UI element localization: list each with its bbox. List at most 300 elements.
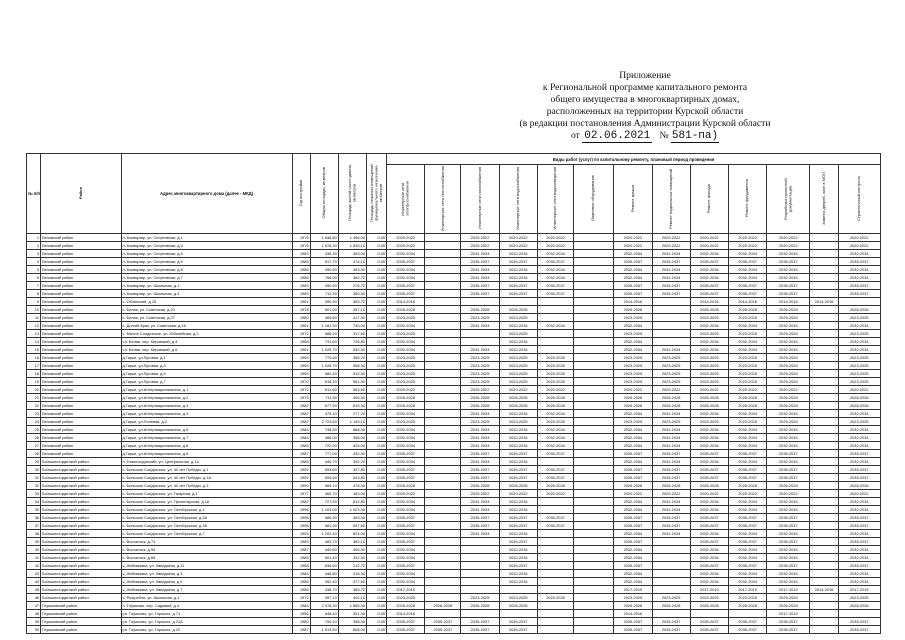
table-row [27, 466, 881, 474]
cell-work-period [810, 370, 838, 378]
cell-num: 38 [27, 530, 41, 538]
cell-work-period: 2032-2034 [614, 442, 652, 450]
cell-year: 1984 [292, 426, 310, 434]
cell-address: п. Коммунар, ул. Спортивная, д.6 [121, 258, 292, 266]
cell-work-period [810, 274, 838, 282]
cell-work-period: 2023-2025 [728, 378, 766, 386]
cell-work-period: 2032-2034 [690, 570, 728, 578]
cell-work-period [810, 506, 838, 514]
cell-work-period: 2014-2016 [614, 610, 652, 618]
cell-work-period [461, 338, 499, 346]
cell-work-period: 2035-2037 [499, 522, 537, 530]
cell-work-period: 2020-2022 [499, 242, 537, 250]
cell-work-period [810, 234, 838, 242]
cell-work-period: 2032-2034 [690, 426, 728, 434]
cell-num: 18 [27, 370, 41, 378]
cell-address: д.Гирьи, ул.Полевая, д.2 [121, 418, 292, 426]
cell-work-period: 2035-2037 [767, 474, 810, 482]
cell-work-period: 2032-2034 [690, 274, 728, 282]
table-row [27, 602, 881, 610]
cell-work-period: 2020-2022 [767, 234, 810, 242]
col-header-work: Ремонт фундамента [728, 165, 766, 234]
cell-living-area: 553,60 [338, 386, 366, 394]
cell-work-period [810, 530, 838, 538]
cell-work-period [574, 610, 614, 618]
cell-total-area: 569,10 [310, 482, 338, 490]
cell-work-period: 2035-2037 [499, 514, 537, 522]
cell-work-period: 2023-2025 [767, 330, 810, 338]
cell-work-period: 2035-2037 [652, 282, 690, 290]
cell-num: 24 [27, 418, 41, 426]
cell-work-period: 2035-2037 [652, 626, 690, 634]
cell-work-period: 2032-2034 [838, 570, 880, 578]
cell-work-period: 2035-2037 [728, 562, 766, 570]
cell-work-period [652, 570, 690, 578]
cell-work-period [574, 490, 614, 498]
cell-district: Большесолдатский район [41, 562, 121, 570]
cell-living-area: 353,00 [338, 250, 366, 258]
cell-num: 16 [27, 354, 41, 362]
cell-work-period: 2026-2028 [728, 394, 766, 402]
cell-work-period [425, 338, 461, 346]
cell-work-period: 2026-2028 [387, 482, 425, 490]
cell-work-period: 2023-2025 [614, 370, 652, 378]
cell-work-period [574, 474, 614, 482]
cell-work-period [810, 378, 838, 386]
cell-work-period: 2035-2037 [728, 466, 766, 474]
cell-work-period: 2035-2037 [614, 474, 652, 482]
cell-work-period: 2035-2037 [461, 466, 499, 474]
cell-work-period: 2035-2037 [461, 474, 499, 482]
cell-work-period [810, 466, 838, 474]
cell-work-period [574, 306, 614, 314]
cell-work-period [425, 346, 461, 354]
cell-work-period: 2023-2025 [387, 314, 425, 322]
cell-address: с. Большое Солдатское, ул. Октябрьская, д.3Б [121, 522, 292, 530]
cell-work-period: 2035-2037 [838, 282, 880, 290]
cell-work-period: 2035-2037 [461, 514, 499, 522]
table-row [27, 522, 881, 530]
cell-work-period [425, 578, 461, 586]
cell-year: 1961 [292, 298, 310, 306]
cell-work-period: 2026-2028 [767, 306, 810, 314]
cell-work-period: 2035-2037 [499, 450, 537, 458]
cell-year: 1969 [292, 354, 310, 362]
cell-work-period [537, 498, 573, 506]
cell-work-period [574, 626, 614, 634]
cell-address: сл. Белая, пер. Кировский, д.4 [121, 338, 292, 346]
cell-work-period: 2035-2037 [387, 282, 425, 290]
cell-living-area: 824,00 [338, 530, 366, 538]
cell-work-period: 2020-2022 [461, 234, 499, 242]
cell-address: д.Гирьи, ул.Луговая, д.7 [121, 378, 292, 386]
cell-district: Беловский район [41, 450, 121, 458]
cell-living-area: 392,20 [338, 458, 366, 466]
cell-work-period: 2032-2034 [767, 266, 810, 274]
cell-work-period: 2032-2034 [838, 506, 880, 514]
cell-nonliving-area: 0,00 [366, 434, 386, 442]
cell-work-period: 2023-2025 [690, 330, 728, 338]
cell-work-period: 2023-2025 [652, 354, 690, 362]
cell-work-period: 2020-2022 [537, 386, 573, 394]
cell-district: Большесолдатский район [41, 594, 121, 602]
cell-work-period: 2032-2034 [690, 410, 728, 418]
cell-year: 1985 [292, 442, 310, 450]
cell-work-period: 2017-2019 [767, 610, 810, 618]
cell-work-period: 2035-2037 [537, 450, 573, 458]
cell-address: д.Гирьи, ул.Интернациональная, д.6 [121, 442, 292, 450]
cell-work-period: 2020-2022 [767, 242, 810, 250]
cell-work-period: 2020-2022 [690, 234, 728, 242]
col-header-district: Район [41, 154, 121, 234]
cell-work-period: 2017-2019 [767, 586, 810, 594]
cell-year: 1995 [292, 522, 310, 530]
cell-work-period [574, 346, 614, 354]
cell-address: рп. Глушково, ул. Горького, д.21А [121, 618, 292, 626]
cell-living-area: 432,90 [338, 450, 366, 458]
cell-work-period: 2026-2028 [767, 402, 810, 410]
cell-work-period: 2032-2034 [461, 250, 499, 258]
cell-district: Беловский район [41, 346, 121, 354]
cell-district: Глушковский район [41, 610, 121, 618]
cell-work-period: 2026-2028 [690, 306, 728, 314]
col-header-living-area: Площадь жилой части здания, кв.метров [338, 154, 366, 234]
cell-nonliving-area: 0,00 [366, 298, 386, 306]
cell-work-period [425, 466, 461, 474]
cell-total-area: 766,90 [310, 274, 338, 282]
cell-year: 1976 [292, 242, 310, 250]
cell-work-period [425, 538, 461, 546]
cell-num: 42 [27, 562, 41, 570]
cell-address: с. Любимовка, ул. Заводская, д.7 [121, 586, 292, 594]
cell-year: 1969 [292, 362, 310, 370]
cell-work-period: 2023-2025 [537, 354, 573, 362]
cell-total-area: 490,50 [310, 282, 338, 290]
cell-work-period: 2032-2034 [614, 498, 652, 506]
table-row [27, 626, 881, 634]
cell-work-period: 2023-2025 [387, 378, 425, 386]
cell-living-area: 424,00 [338, 442, 366, 450]
cell-work-period [425, 282, 461, 290]
cell-work-period [425, 250, 461, 258]
cell-work-period [810, 362, 838, 370]
cell-work-period: 2032-2034 [838, 434, 880, 442]
cell-work-period: 2032-2034 [461, 506, 499, 514]
cell-work-period [810, 618, 838, 626]
cell-address: с. Большое Солдатское, ул. 40 лет Победы, д.1 [121, 466, 292, 474]
cell-work-period: 2035-2037 [728, 282, 766, 290]
cell-work-period: 2014-2016 [387, 298, 425, 306]
cell-work-period [574, 394, 614, 402]
cell-work-period: 2032-2034 [614, 410, 652, 418]
cell-work-period [425, 330, 461, 338]
cell-work-period: 2032-2034 [461, 346, 499, 354]
cell-work-period: 2032-2034 [652, 442, 690, 450]
table-row [27, 322, 881, 330]
cell-work-period: 2023-2025 [461, 418, 499, 426]
cell-nonliving-area: 0,00 [366, 538, 386, 546]
cell-work-period: 2032-2034 [690, 498, 728, 506]
cell-work-period [425, 410, 461, 418]
cell-work-period [574, 258, 614, 266]
cell-work-period [461, 554, 499, 562]
cell-work-period: 2035-2037 [838, 522, 880, 530]
cell-district: Беловский район [41, 298, 121, 306]
cell-work-period: 2035-2037 [499, 538, 537, 546]
cell-work-period: 2023-2025 [387, 594, 425, 602]
table-row [27, 250, 881, 258]
cell-num: 50 [27, 626, 41, 634]
cell-work-period: 2026-2028 [614, 602, 652, 610]
cell-living-area: 612,80 [338, 498, 366, 506]
cell-work-period: 2035-2037 [838, 290, 880, 298]
cell-work-period: 2035-2037 [652, 514, 690, 522]
cell-work-period: 2032-2034 [537, 426, 573, 434]
cell-year: 1990 [292, 482, 310, 490]
cell-work-period: 2035-2037 [690, 466, 728, 474]
cell-total-area: 777,00 [310, 450, 338, 458]
cell-work-period: 2026-2028 [537, 482, 573, 490]
cell-work-period: 2032-2034 [614, 546, 652, 554]
cell-nonliving-area: 0,00 [366, 314, 386, 322]
cell-work-period: 2032-2034 [614, 458, 652, 466]
cell-work-period: 2020-2022 [537, 234, 573, 242]
cell-work-period: 2032-2034 [614, 578, 652, 586]
cell-work-period: 2017-2019 [728, 586, 766, 594]
cell-district: Беловский район [41, 386, 121, 394]
cell-work-period: 2032-2034 [461, 322, 499, 330]
cell-work-period: 2020-2022 [499, 386, 537, 394]
cell-living-area: 385,70 [338, 586, 366, 594]
cell-work-period: 2020-2022 [652, 386, 690, 394]
cell-num: 43 [27, 570, 41, 578]
cell-work-period [574, 522, 614, 530]
cell-nonliving-area: 0,00 [366, 482, 386, 490]
cell-district: Беловский район [41, 426, 121, 434]
cell-num: 8 [27, 290, 41, 298]
cell-living-area: 358,40 [338, 618, 366, 626]
cell-living-area: 362,10 [338, 538, 366, 546]
cell-district: Глушковский район [41, 626, 121, 634]
cell-work-period: 2035-2037 [690, 514, 728, 522]
cell-work-period: 2014-2016 [387, 610, 425, 618]
cell-living-area: 474,10 [338, 258, 366, 266]
cell-work-period: 2035-2037 [537, 466, 573, 474]
cell-address: с. Волоконск, д.68 [121, 554, 292, 562]
cell-work-period: 2035-2037 [537, 282, 573, 290]
cell-total-area: 618,20 [310, 378, 338, 386]
cell-work-period: 2032-2034 [767, 530, 810, 538]
cell-work-period: 2023-2025 [652, 378, 690, 386]
col-header-nonliving-area: Площадь нежилых помещений функционального назначения, кв.метров [366, 154, 386, 234]
table-row [27, 314, 881, 322]
cell-nonliving-area: 0,00 [366, 250, 386, 258]
cell-work-period: 2035-2037 [690, 618, 728, 626]
table-row [27, 546, 881, 554]
cell-work-period: 2035-2037 [614, 618, 652, 626]
cell-work-period: 2020-2022 [838, 490, 880, 498]
cell-work-period: 2035-2037 [387, 538, 425, 546]
cell-work-period: 2032-2034 [838, 426, 880, 434]
cell-address: д.Гирьи, ул.Интернациональная, д.7 [121, 434, 292, 442]
cell-work-period: 2035-2037 [614, 466, 652, 474]
cell-work-period: 2020-2022 [728, 386, 766, 394]
cell-work-period: 2035-2037 [461, 258, 499, 266]
cell-work-period: 2023-2025 [499, 362, 537, 370]
cell-living-area: 363,70 [338, 298, 366, 306]
cell-work-period: 2032-2034 [461, 442, 499, 450]
cell-work-period: 2032-2034 [652, 506, 690, 514]
table-row [27, 442, 881, 450]
cell-nonliving-area: 0,00 [366, 386, 386, 394]
cell-work-period: 2032-2034 [387, 266, 425, 274]
cell-work-period: 2032-2034 [652, 426, 690, 434]
cell-work-period [537, 346, 573, 354]
cell-work-period [574, 554, 614, 562]
cell-work-period: 2032-2034 [652, 434, 690, 442]
cell-work-period [810, 602, 838, 610]
cell-living-area: 406,50 [338, 394, 366, 402]
cell-work-period: 2020-2022 [652, 490, 690, 498]
cell-work-period: 2023-2025 [838, 378, 880, 386]
cell-work-period [574, 266, 614, 274]
cell-work-period: 2032-2034 [728, 458, 766, 466]
cell-work-period [810, 410, 838, 418]
header-line: расположенных на территории Курской области [546, 106, 744, 117]
cell-work-period: 2023-2025 [767, 378, 810, 386]
cell-work-period: 2035-2037 [728, 522, 766, 530]
cell-nonliving-area: 0,00 [366, 266, 386, 274]
cell-work-period: 2035-2037 [728, 618, 766, 626]
cell-num: 13 [27, 330, 41, 338]
cell-work-period: 2032-2034 [499, 442, 537, 450]
cell-work-period: 2032-2034 [690, 338, 728, 346]
number-prefix: № [659, 130, 669, 141]
cell-work-period: 2026-2028 [461, 394, 499, 402]
cell-work-period: 2020-2022 [461, 490, 499, 498]
cell-work-period [574, 466, 614, 474]
cell-living-area: 353,40 [338, 514, 366, 522]
col-header-works-group: Виды работ (услуг) по капитальному ремонту, плановый период проведения [387, 154, 881, 165]
cell-nonliving-area: 0,00 [366, 466, 386, 474]
table-row [27, 426, 881, 434]
cell-work-period: 2032-2034 [461, 410, 499, 418]
table-row [27, 282, 881, 290]
cell-work-period [461, 298, 499, 306]
cell-district: Беловский район [41, 306, 121, 314]
cell-address: п. Коммунар, ул. Спортивная, д.5 [121, 250, 292, 258]
cell-work-period: 2032-2034 [387, 546, 425, 554]
col-header-work: Инженерные сети водоснабжения [499, 165, 537, 234]
cell-work-period [810, 418, 838, 426]
table-row [27, 610, 881, 618]
cell-nonliving-area: 0,00 [366, 234, 386, 242]
cell-work-period: 2035-2037 [690, 258, 728, 266]
cell-work-period: 2023-2025 [614, 378, 652, 386]
cell-num: 10 [27, 306, 41, 314]
cell-living-area: 532,50 [338, 346, 366, 354]
cell-year: 1986 [292, 274, 310, 282]
cell-address: п. Коммунар, ул. Спортивная, д.8 [121, 266, 292, 274]
cell-work-period [574, 578, 614, 586]
cell-work-period: 2026-2028 [387, 602, 425, 610]
cell-num: 4 [27, 258, 41, 266]
cell-work-period: 2032-2034 [767, 346, 810, 354]
cell-work-period: 2023-2025 [461, 314, 499, 322]
cell-work-period: 2035-2037 [499, 258, 537, 266]
cell-total-area: 1 202,40 [310, 530, 338, 538]
cell-work-period: 2026-2028 [690, 602, 728, 610]
cell-work-period: 2020-2022 [614, 386, 652, 394]
table-row [27, 482, 881, 490]
cell-work-period [499, 298, 537, 306]
cell-work-period: 2032-2034 [690, 458, 728, 466]
cell-num: 9 [27, 298, 41, 306]
cell-work-period [810, 522, 838, 530]
cell-work-period [652, 330, 690, 338]
cell-work-period: 2032-2034 [767, 338, 810, 346]
cell-work-period: 2032-2034 [728, 266, 766, 274]
cell-address: с. Большое Солдатское, ул. Гагарина, д.1 [121, 490, 292, 498]
cell-address: с. Любимовка, ул. Заводская, д.11 [121, 562, 292, 570]
cell-work-period: 2035-2037 [767, 618, 810, 626]
cell-nonliving-area: 0,00 [366, 242, 386, 250]
cell-work-period: 2035-2037 [614, 562, 652, 570]
cell-work-period: 2017-2019 [614, 586, 652, 594]
cell-work-period: 2026-2028 [499, 402, 537, 410]
cell-address: п. Новосолдатский, ул. Центральная, д.14 [121, 458, 292, 466]
cell-work-period: 2032-2034 [690, 554, 728, 562]
cell-work-period: 2032-2034 [499, 506, 537, 514]
table-row [27, 490, 881, 498]
cell-work-period [728, 610, 766, 618]
cell-work-period: 2035-2037 [728, 258, 766, 266]
table-row [27, 338, 881, 346]
cell-district: Беловский район [41, 418, 121, 426]
cell-work-period [574, 442, 614, 450]
col-header-address: Адрес многоквартирного дома (далее - МКД) [121, 154, 292, 234]
cell-living-area: 1 149,10 [338, 418, 366, 426]
table-row [27, 298, 881, 306]
cell-district: Беловский район [41, 442, 121, 450]
cell-work-period: 2023-2025 [652, 594, 690, 602]
cell-work-period: 2035-2037 [838, 258, 880, 266]
table-row [27, 570, 881, 578]
table-row [27, 434, 881, 442]
header-line: (в редакции постановления Администрации Курской области [519, 118, 771, 129]
cell-work-period: 2032-2034 [728, 346, 766, 354]
cell-work-period: 2032-2034 [838, 442, 880, 450]
cell-work-period: 2023-2025 [499, 314, 537, 322]
cell-num: 31 [27, 474, 41, 482]
cell-work-period: 2026-2028 [652, 394, 690, 402]
cell-num: 47 [27, 602, 41, 610]
cell-work-period: 2026-2028 [690, 394, 728, 402]
cell-work-period [425, 490, 461, 498]
cell-num: 6 [27, 274, 41, 282]
cell-work-period: 2023-2025 [838, 418, 880, 426]
cell-work-period [425, 610, 461, 618]
cell-living-area: 1 023,40 [338, 506, 366, 514]
cell-work-period: 2020-2022 [728, 234, 766, 242]
cell-work-period [425, 482, 461, 490]
cell-work-period: 2026-2028 [499, 394, 537, 402]
cell-work-period: 2032-2034 [728, 434, 766, 442]
cell-work-period: 2026-2028 [838, 482, 880, 490]
table-row [27, 586, 881, 594]
cell-work-period [574, 410, 614, 418]
cell-work-period: 2020-2022 [499, 490, 537, 498]
